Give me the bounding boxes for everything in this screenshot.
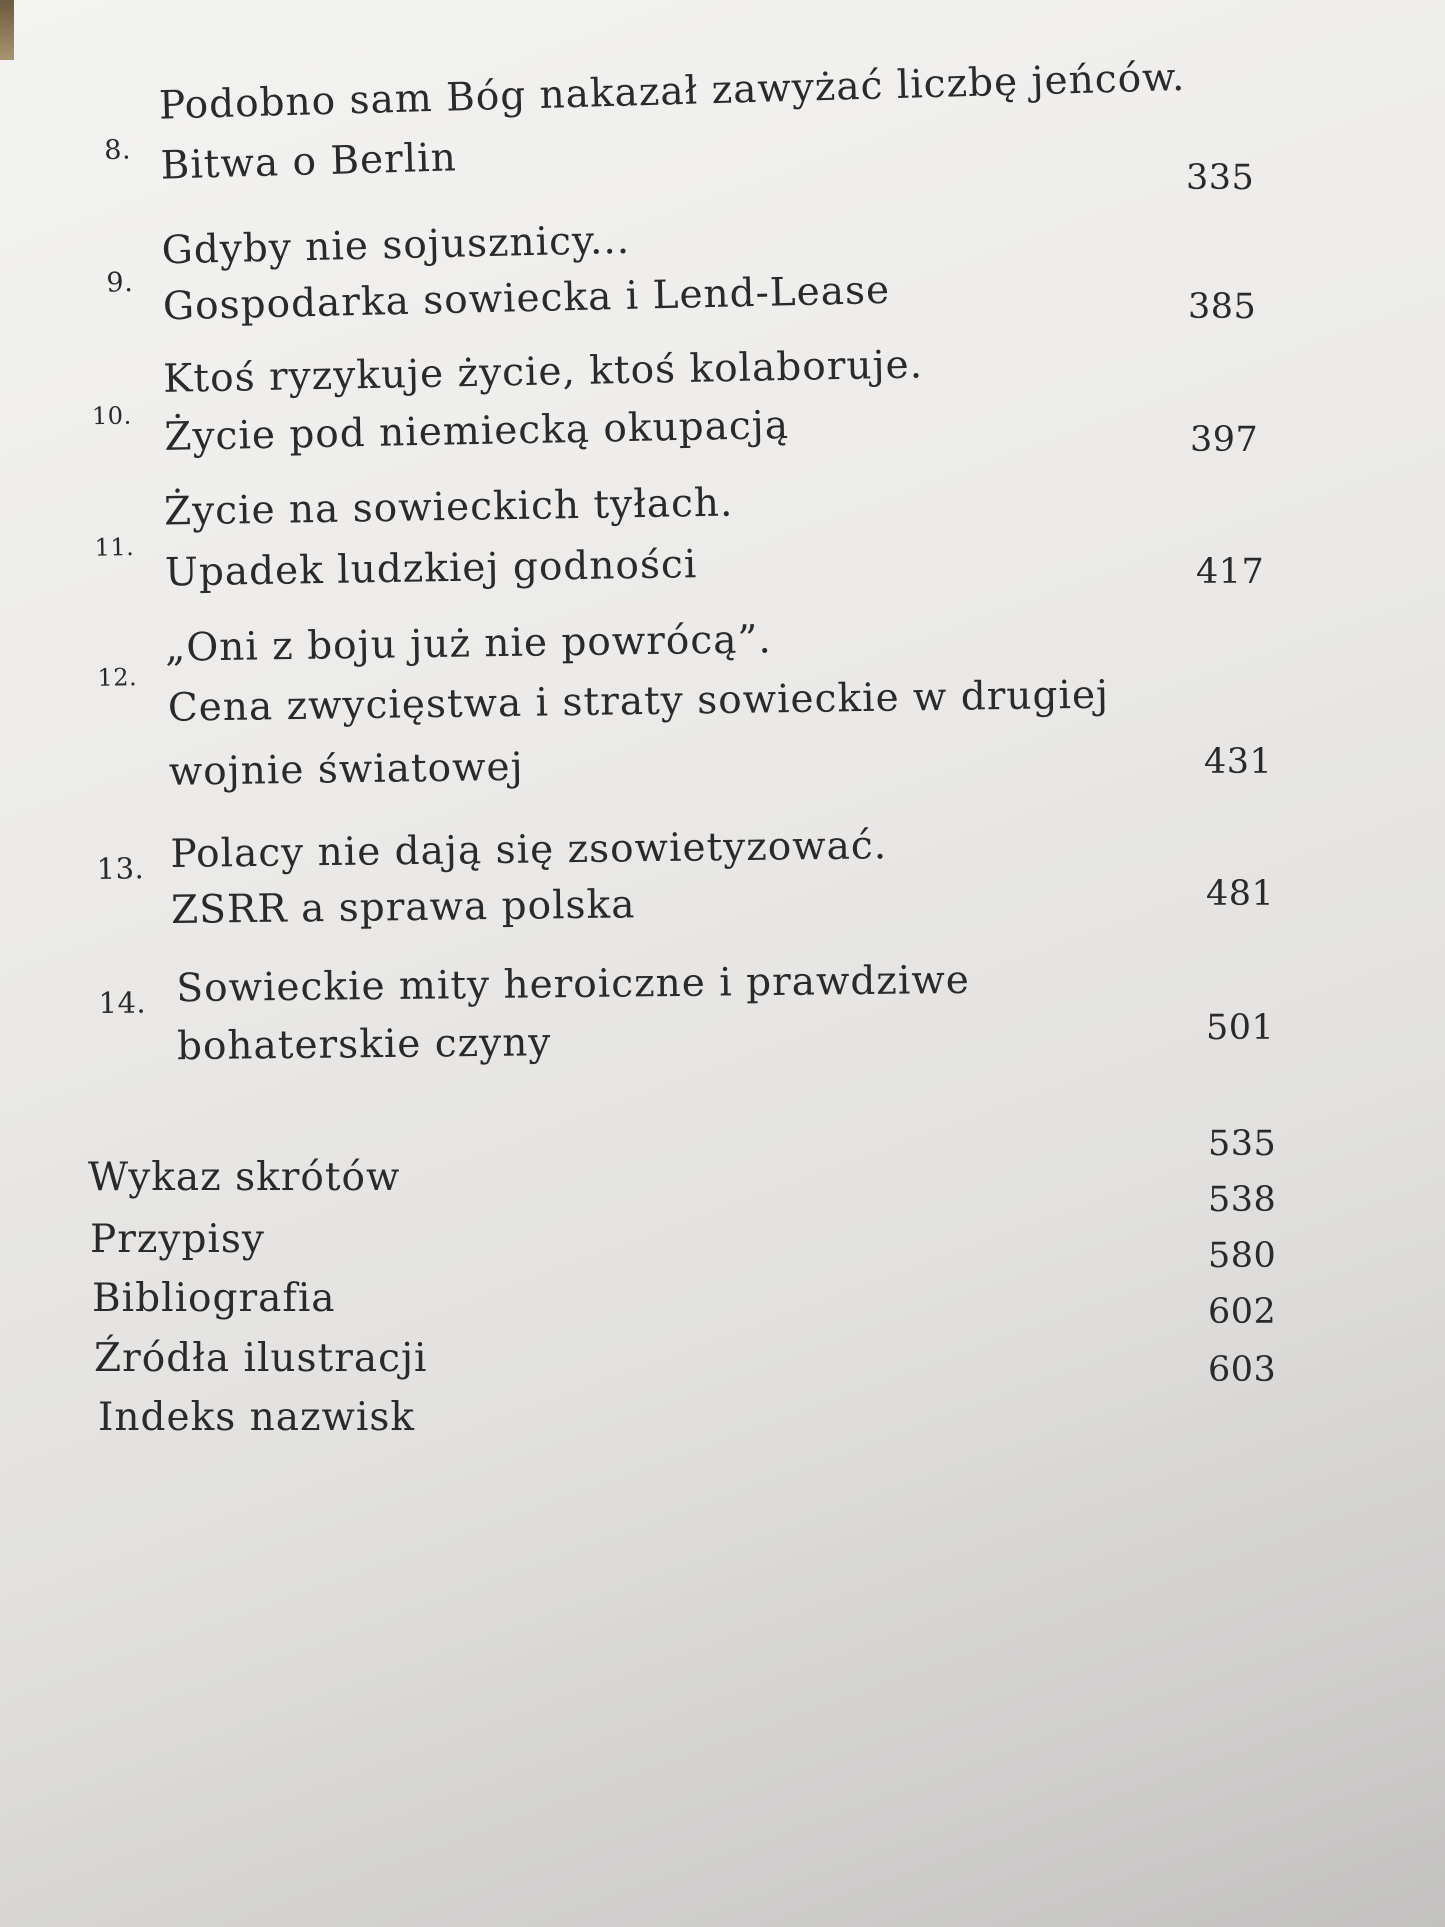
chapter-page-number: 335 xyxy=(1186,158,1255,198)
chapter-title-line: Sowieckie mity heroiczne i prawdziwe xyxy=(176,957,971,1012)
chapter-page-number: 385 xyxy=(1188,287,1257,327)
chapter-title-line: „Oni z boju już nie powrócą”. xyxy=(164,617,773,671)
chapter-number: 12. xyxy=(97,663,138,692)
chapter-title-line: wojnie światowej xyxy=(168,744,524,795)
chapter-page-number: 417 xyxy=(1196,552,1265,592)
chapter-page-number: 431 xyxy=(1204,742,1273,782)
chapter-number: 14. xyxy=(98,985,147,1021)
back-matter-page-number: 580 xyxy=(1208,1236,1277,1276)
chapter-page-number: 501 xyxy=(1206,1008,1275,1048)
back-matter-title: Indeks nazwisk xyxy=(98,1395,416,1440)
chapter-title-line: Upadek ludzkiej godności xyxy=(164,542,698,596)
chapter-title-line: Cena zwycięstwa i straty sowieckie w drugiej xyxy=(167,672,1110,731)
back-matter-page-number: 603 xyxy=(1208,1350,1277,1390)
chapter-page-number: 397 xyxy=(1190,420,1259,460)
back-matter-title: Bibliografia xyxy=(92,1276,336,1321)
back-matter-title: Źródła ilustracji xyxy=(94,1336,428,1381)
chapter-title-line: Życie na sowieckich tyłach. xyxy=(163,480,734,535)
chapter-title-line: Gospodarka sowiecka i Lend-Lease xyxy=(162,267,891,330)
back-matter-page-number: 535 xyxy=(1208,1124,1277,1164)
back-matter-title: Wykaz skrótów xyxy=(88,1155,401,1200)
chapter-title-line: Gdyby nie sojusznicy... xyxy=(161,217,631,274)
chapter-number: 9. xyxy=(106,267,134,299)
back-matter-page-number: 602 xyxy=(1208,1292,1277,1332)
chapter-title-line: Polacy nie dają się zsowietyzować. xyxy=(170,823,888,877)
chapter-number: 8. xyxy=(103,134,132,167)
chapter-title-line: Ktoś ryzykuje życie, ktoś kolaboruje. xyxy=(162,342,924,402)
back-matter-page-number: 538 xyxy=(1208,1180,1277,1220)
chapter-number: 13. xyxy=(96,851,145,886)
chapter-title-line: Podobno sam Bóg nakazał zawyżać liczbę jeńców. xyxy=(158,54,1186,129)
chapter-page-number: 481 xyxy=(1206,874,1275,914)
chapter-title-line: Życie pod niemiecką okupacją xyxy=(163,402,790,460)
chapter-title-line: bohaterskie czyny xyxy=(176,1020,552,1070)
chapter-number: 11. xyxy=(94,532,135,562)
chapter-title-line: Bitwa o Berlin xyxy=(160,135,458,189)
back-matter-title: Przypisy xyxy=(90,1217,265,1262)
chapter-title-line: ZSRR a sprawa polska xyxy=(170,882,636,933)
chapter-number: 10. xyxy=(91,401,132,431)
